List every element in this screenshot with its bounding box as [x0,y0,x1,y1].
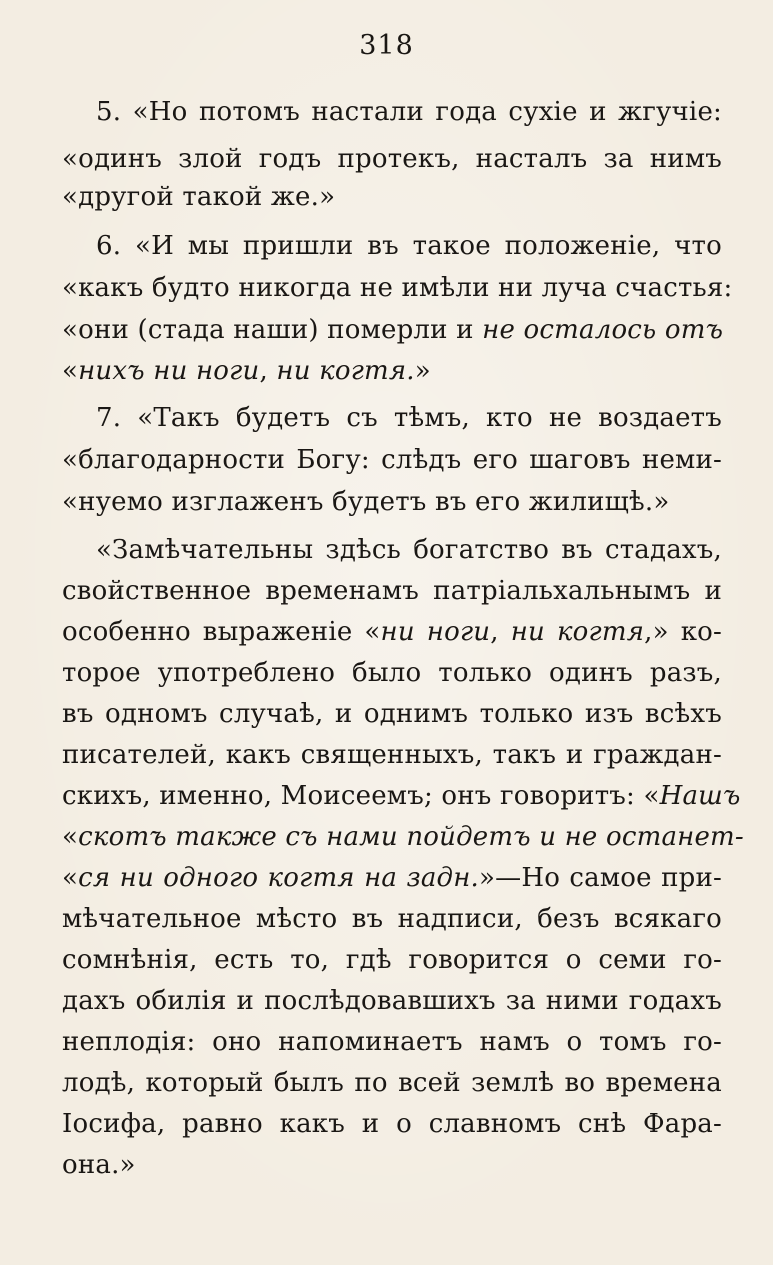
text-line [62,653,722,693]
text-line [62,1104,722,1144]
text-line [62,1022,722,1062]
italic-text-run: ся ни одного когтя на задн. [78,863,480,893]
text-line [62,735,722,775]
text-line [62,177,722,217]
italic-text-run: скотъ также съ нами пойдетъ и не останет- [78,822,744,852]
text-line [96,226,722,266]
text-line [62,139,722,179]
text-run: «благодарности Богу: слѣдъ его шаговъ неми- [62,445,722,475]
text-line [96,92,722,132]
text-line [62,899,722,939]
text-run: » [414,356,431,386]
text-line [62,571,722,611]
text-line [62,940,722,980]
italic-text-run: ни ноги [380,617,491,647]
text-line [62,817,744,857]
text-line [62,440,722,480]
text-run: , [490,617,511,647]
text-line [62,1063,722,1103]
text-run: «Замѣчательны здѣсь богатство въ стадахъ, [96,535,722,565]
text-line [62,981,722,1021]
text-run: ,» ко- [644,617,723,647]
text-run: 6. «И мы пришли въ такое положеніе, что [96,231,722,261]
text-run: , [259,356,277,386]
italic-text-run: ни когтя. [276,356,415,386]
text-line [62,351,722,391]
text-run: лодѣ, который былъ по всей землѣ во времена [62,1068,722,1098]
page-number: 318 [359,30,414,61]
text-run: « [62,822,79,852]
text-run: 7. «Такъ будетъ съ тѣмъ, кто не воздаетъ [96,403,722,433]
text-run: 5. «Но потомъ настали года сухіе и жгучіе: [96,97,722,127]
text-run: сомнѣнія, есть то, гдѣ говорится о семи го- [62,945,722,975]
text-line [62,694,722,734]
text-run: «другой такой же.» [62,182,336,212]
text-run: дахъ обилія и послѣдовавшихъ за ними годахъ [62,986,722,1016]
text-run: « [62,863,79,893]
text-line [62,612,722,652]
text-run: въ одномъ случаѣ, и однимъ только изъ всѣхъ [62,699,722,729]
text-run: писателей, какъ священныхъ, такъ и граждан- [62,740,722,770]
text-run: мѣчательное мѣсто въ надписи, безъ всякаго [62,904,722,934]
text-run: Іосифа, равно какъ и о славномъ снѣ Фара- [62,1109,722,1139]
text-line [96,398,722,438]
text-line [62,1145,722,1185]
text-run: особенно выраженіе « [62,617,381,647]
text-run: торое употреблено было только одинъ разъ, [62,658,722,688]
text-line [96,530,722,570]
italic-text-run: Нашъ [659,781,741,811]
text-run: скихъ, именно, Моисеемъ; онъ говоритъ: « [62,781,660,811]
text-line [62,310,722,350]
text-run: « [62,356,79,386]
text-run: «нуемо изглаженъ будетъ въ его жилищѣ.» [62,487,670,517]
text-run: неплодія: оно напоминаетъ намъ о томъ го- [62,1027,722,1057]
text-line [62,482,722,522]
text-run: «какъ будто никогда не имѣли ни луча счастья: [62,273,733,303]
text-line [62,858,722,898]
text-run: »—Но самое при- [479,863,722,893]
text-run: она.» [62,1150,136,1180]
italic-text-run: нихъ ни ноги [78,356,260,386]
italic-text-run: не осталось отъ [482,315,724,345]
italic-text-run: ни когтя [510,617,645,647]
text-line [62,268,733,308]
text-run: «они (стада наши) померли и [62,315,483,345]
text-run: свойственное временамъ патріальхальнымъ и [62,576,722,606]
text-run: «одинъ злой годъ протекъ, насталъ за нимъ [62,144,722,174]
text-line [62,776,741,816]
